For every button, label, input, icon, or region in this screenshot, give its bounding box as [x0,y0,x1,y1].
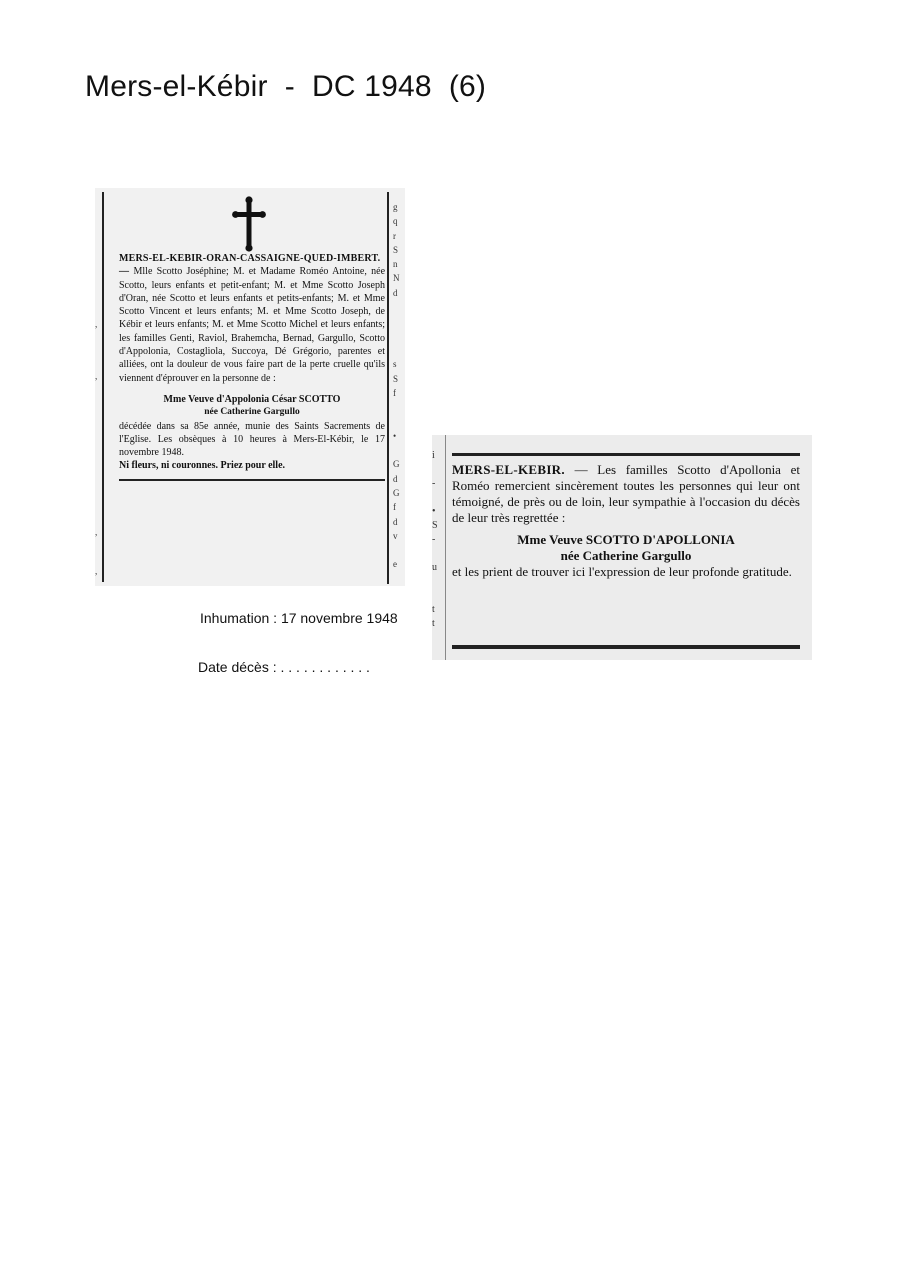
margin-fragment: d [393,473,398,484]
margin-fragment [393,543,405,557]
left-margin-fragments [432,435,442,660]
column-rule [445,435,446,660]
margin-fragment: , [95,319,98,329]
notice-body: Mlle Scotto Joséphine; M. et Madame Roméo Antoine, née Scotto, leurs enfants et petit-enfant; M. et Mme Scotto Joseph d'Oran, née Scotto et leurs enfants et petits-enfants; M. et Mme Scotto Vincent et leurs enfants; M. et Mme Scotto Joseph, de Kébir et leurs enfants; M. et Mme Scotto Michel et leurs enfants; les familles Genti, Raviol, Brahemcha, Bernad, Gargullo, Scotto d'Appolonia, Costagliola, Succoya, Dé Grégorio, parentes et alliées, ont la douleur de vous faire part de la perte cruelle qu'ils viennent d'éprouver en la personne de : [119,266,386,384]
margin-fragment [393,329,405,343]
margin-fragment [95,461,101,474]
margin-fragment [95,422,101,435]
margin-fragment [95,240,101,253]
margin-fragment [95,383,101,396]
margin-fragment: t [432,618,435,629]
margin-fragment: i [432,450,435,461]
margin-fragment [393,414,405,428]
margin-fragment: G [393,459,400,470]
notice-closing: Ni fleurs, ni couronnes. Priez pour elle. [119,460,286,472]
margin-fragment [95,500,101,513]
margin-fragment [95,279,101,292]
margin-fragment [393,314,405,328]
column-rule-left [102,192,104,582]
margin-fragment: , [95,527,98,537]
margin-fragment: s [393,359,397,370]
margin-fragment: , [95,371,98,381]
bottom-rule [452,645,800,649]
margin-fragment: G [393,487,400,498]
date-deces-caption: Date décès : . . . . . . . . . . . . [198,659,370,675]
margin-fragment [432,575,442,589]
thanks-text-column [452,462,800,580]
margin-fragment: g [393,202,398,212]
page-title: Mers-el-Kébir - DC 1948 (6) [85,70,487,103]
notice-details: décédée dans sa 85e année, munie des Saints Sacrements de l'Eglise. Les obsèques à 10 heures à Mers-El-Kébir, le 17 novembre 1948. [119,420,385,459]
margin-fragment [95,409,101,422]
margin-fragment [95,305,101,318]
margin-fragment [95,188,101,201]
thanks-notice-clipping [432,435,812,660]
inhumation-caption: Inhumation : 17 novembre 1948 [200,610,398,626]
margin-fragment: n [393,259,398,270]
column-rule-right [387,192,389,584]
margin-fragment [95,292,101,305]
margin-fragment: f [393,502,396,513]
margin-fragment [393,443,405,457]
right-margin-fragments [393,200,405,572]
margin-fragment [393,400,405,414]
margin-fragment [95,513,101,526]
margin-fragment: S [432,520,438,531]
margin-fragment [95,578,101,586]
margin-fragment: v [393,530,398,541]
notice-heading: MERS-EL-KEBIR-ORAN-CASSAIGNE-QUED-IMBERT. — [119,253,381,278]
margin-fragment [95,539,101,552]
margin-fragment [432,463,442,477]
margin-fragment [432,589,442,603]
margin-fragment [95,214,101,227]
deceased-maiden-name: née Catherine Gargullo [204,407,300,418]
margin-fragment [432,547,442,561]
margin-fragment [95,227,101,240]
bottom-rule [119,479,385,481]
margin-fragment [95,487,101,500]
margin-fragment [95,201,101,214]
notice-text-column [119,252,385,481]
margin-fragment: u [432,562,437,573]
margin-fragment: r [393,230,396,241]
margin-fragment: • [393,430,397,441]
margin-fragment [432,631,442,645]
death-notice-clipping [95,188,405,586]
left-margin-fragments [95,188,101,586]
margin-fragment: - [432,534,436,545]
margin-fragment: , [95,566,98,576]
margin-fragment: q [393,216,398,227]
margin-fragment [393,343,405,357]
margin-fragment [432,435,442,449]
deceased-maiden-name: née Catherine Gargullo [560,548,692,563]
margin-fragment: N [393,273,400,284]
margin-fragment: f [393,387,396,398]
margin-fragment [95,357,101,370]
margin-fragment [95,331,101,344]
margin-fragment [95,448,101,461]
margin-fragment [95,435,101,448]
thanks-heading: MERS-EL-KEBIR. [452,462,565,477]
deceased-name: Mme Veuve SCOTTO D'APOLLONIA [517,532,735,547]
margin-fragment: - [432,478,436,489]
margin-fragment [95,266,101,279]
margin-fragment [432,491,442,505]
margin-fragment [393,300,405,314]
margin-fragment [95,552,101,565]
thanks-body: — Les familles Scotto d'Apollonia et Roméo remercient sincèrement toutes les personnes qui leur ont témoigné, de près ou de loin, leur sympathie à l'occasion du décès de leur très regrettée : [452,462,801,525]
margin-fragment: t [432,604,435,615]
deceased-name: Mme Veuve d'Appolonia César SCOTTO [163,393,341,405]
margin-fragment [95,253,101,266]
margin-fragment: S [393,244,399,255]
margin-fragment [95,474,101,487]
top-rule [452,453,800,456]
margin-fragment: d [393,287,398,298]
margin-fragment: d [393,516,398,527]
margin-fragment [95,396,101,409]
margin-fragment: S [393,373,399,384]
cross-icon [232,196,266,252]
margin-fragment: • [432,506,436,517]
margin-fragment [95,344,101,357]
thanks-closing: et les prient de trouver ici l'expression de leur profonde gratitude. [452,564,792,579]
margin-fragment: e [393,559,397,570]
